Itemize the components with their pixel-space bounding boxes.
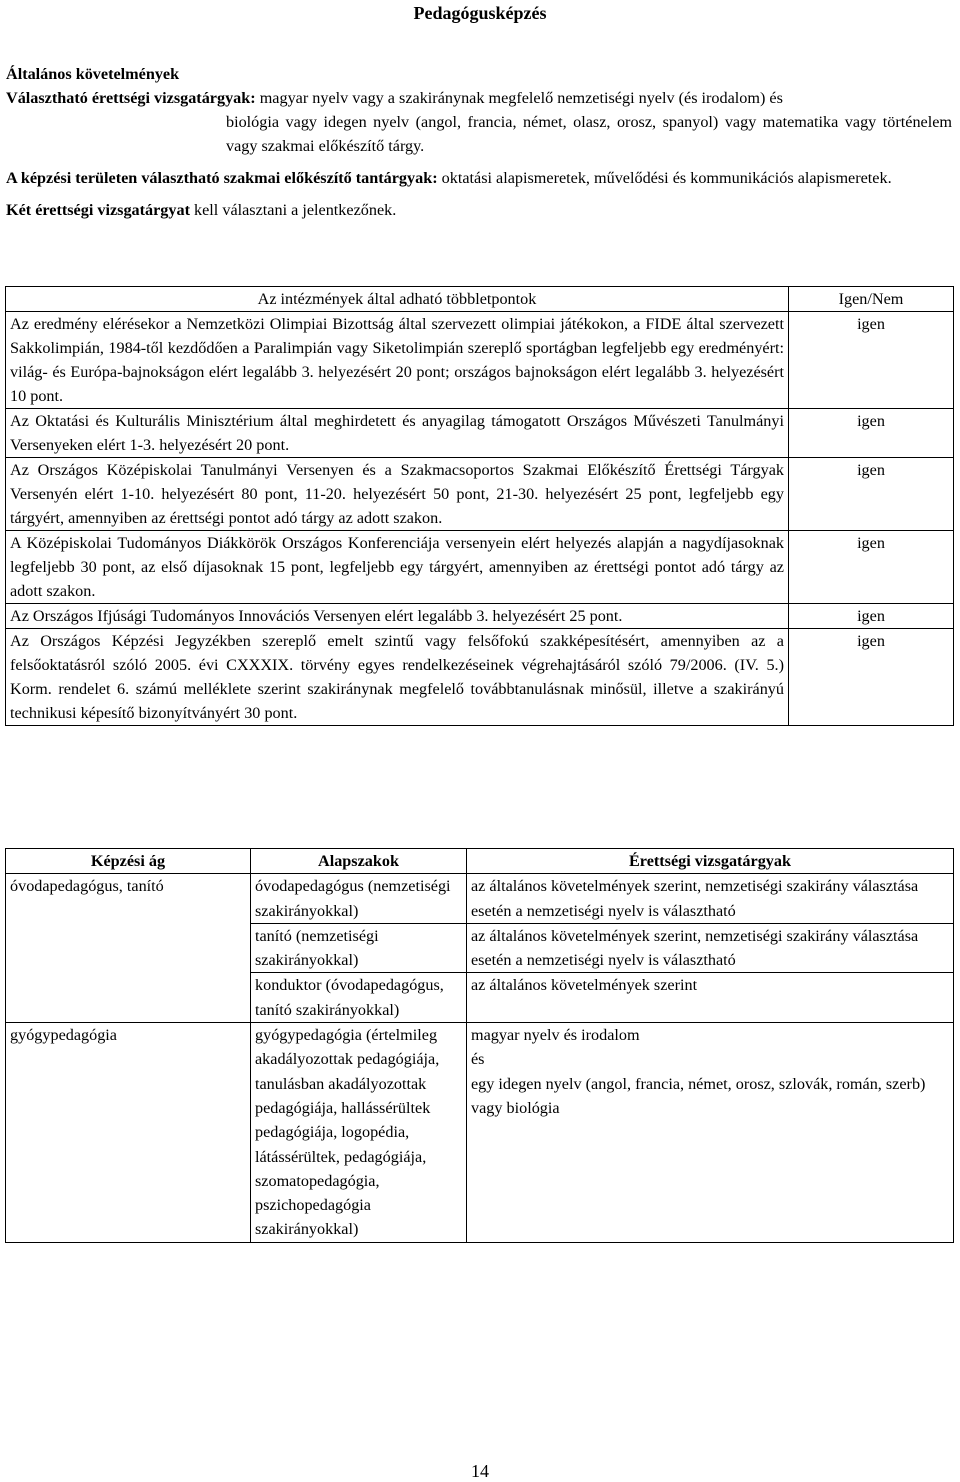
table-header-row	[6, 287, 954, 312]
table-row	[6, 1023, 954, 1243]
major-cell: gyógypedagógia (értelmileg akadályozottak pedagógiája, tanulásban akadályozottak pedagógiája, hallássérültek pedagógiája, logopédia, látássérültek, pedagógiája, szomatopedagógia, pszichopedagógia szakirányokkal)	[251, 1023, 467, 1243]
table-row	[6, 629, 954, 726]
row-description: Az eredmény elérésekor a Nemzetközi Olimpiai Bizottság által szervezett olimpiai játékokon, a FIDE által szervezett Sakkolimpián, 1984-től kezdődően a Paralimpián vagy Siketolimpián szereplő sportágban legfeljebb egy eredményért: világ- és Európa-bajnokságon elért legalább 3. helyezésért 20 pont; országos bajnokságon elért legalább 3. helyezésért 10 pont.	[6, 312, 789, 409]
table-row	[6, 604, 954, 629]
row-yes-no: igen	[789, 604, 954, 629]
subjects-cell: az általános követelmények szerint, nemzetiségi szakirány választása esetén a nemzetiségi nyelv is választható	[467, 874, 954, 924]
table-row	[6, 874, 954, 924]
general-heading: Általános követelmények	[6, 65, 180, 83]
header-major: Alapszakok	[251, 849, 467, 874]
table-header-row	[6, 849, 954, 874]
row-yes-no: igen	[789, 409, 954, 458]
row-yes-no: igen	[789, 531, 954, 604]
header-yes-no: Igen/Nem	[789, 287, 954, 312]
programs-table	[5, 848, 954, 1243]
row-yes-no: igen	[789, 629, 954, 726]
field-cell: óvodapedagógus, tanító	[6, 874, 251, 1023]
page-title: Pedagógusképzés	[413, 3, 547, 23]
subjects-cell	[467, 1023, 954, 1243]
table-row	[6, 312, 954, 409]
header-description: Az intézmények által adható többletpontok	[6, 287, 789, 312]
table-row	[6, 409, 954, 458]
row-description: Az Oktatási és Kulturális Minisztérium által meghirdetett és anyagilag támogatott Országos Művészeti Tanulmányi Versenyeken elért 1-3. helyezésért 20 pont.	[6, 409, 789, 458]
header-field: Képzési ág	[6, 849, 251, 874]
two-subjects-bold: Két érettségi vizsgatárgyat	[6, 201, 190, 219]
page-number: 14	[471, 1461, 489, 1481]
elective-line1-rest: magyar nyelv vagy a szakiránynak megfelelő nemzetiségi nyelv (és irodalom) és	[259, 89, 783, 107]
major-cell: óvodapedagógus (nemzetiségi szakirányokkal)	[251, 874, 467, 924]
subjects-line: magyar nyelv és irodalom	[471, 1026, 640, 1045]
requirements-section	[6, 62, 952, 222]
row-description: Az Országos Középiskolai Tanulmányi Versenyen és a Szakmacsoportos Szakmai Előkészítő Érettségi Tárgyak Versenyén elért 1-10. helyezésért 80 pont, 11-20. helyezésért 50 pont, 21-30. helyezésért 25 pont, legfeljebb egy tárgyért, amennyiben az érettségi pontot adó tárgy az adott szakon.	[6, 458, 789, 531]
subjects-line: és	[471, 1050, 485, 1069]
elective-line	[6, 86, 952, 110]
row-description: Az Országos Képzési Jegyzékben szereplő emelt szintű vagy felsőfokú szakképesítésért, amennyiben az a felsőoktatásról szóló 2005. évi CXXXIX. törvény egyes rendelkezéseinek végrehajtásáról szóló 79/2006. (IV. 5.) Korm. rendelet 6. számú melléklete szerint szakiránynak megfelelő továbbtanulásnak minősül, illetve a szakirányú technikusi képesítő bizonyítványért 30 pont.	[6, 629, 789, 726]
field-label: A képzési területen választható szakmai előkészítő tantárgyak:	[6, 169, 438, 187]
major-cell: konduktor (óvodapedagógus, tanító szakirányokkal)	[251, 973, 467, 1023]
subjects-cell: az általános követelmények szerint	[467, 973, 954, 1023]
major-cell: tanító (nemzetiségi szakirányokkal)	[251, 923, 467, 973]
row-yes-no: igen	[789, 312, 954, 409]
elective-indent: biológia vagy idegen nyelv (angol, francia, német, olasz, orosz, spanyol) vagy matematika vagy történelem vagy szakmai előkészítő tárgy.	[226, 113, 952, 155]
two-subjects-rest: kell választani a jelentkezőnek.	[194, 201, 397, 219]
field-rest: oktatási alapismeretek, művelődési és kommunikációs alapismeretek.	[441, 169, 892, 187]
subjects-line: egy idegen nyelv (angol, francia, német, orosz, szlovák, román, szerb) vagy biológia	[471, 1074, 926, 1117]
extra-points-table	[5, 286, 954, 726]
table-row	[6, 458, 954, 531]
row-description: A Középiskolai Tudományos Diákkörök Országos Konferenciája versenyein elért helyezés alapján a nagydíjasoknak legfeljebb 30 pont, az első díjasoknak 15 pont, legfeljebb egy tárgyért, amennyiben az érettségi pontot adó tárgy az adott szakon.	[6, 531, 789, 604]
header-subjects: Érettségi vizsgatárgyak	[467, 849, 954, 874]
two-subjects-paragraph	[6, 198, 952, 222]
table-row	[6, 531, 954, 604]
field-cell: gyógypedagógia	[6, 1023, 251, 1243]
row-description: Az Országos Ifjúsági Tudományos Innovációs Versenyen elért legalább 3. helyezésért 25 pont.	[6, 604, 789, 629]
field-paragraph	[6, 166, 952, 190]
subjects-cell: az általános követelmények szerint, nemzetiségi szakirány választása esetén a nemzetiségi nyelv is választható	[467, 923, 954, 973]
row-yes-no: igen	[789, 458, 954, 531]
elective-label: Választható érettségi vizsgatárgyak:	[6, 89, 256, 107]
